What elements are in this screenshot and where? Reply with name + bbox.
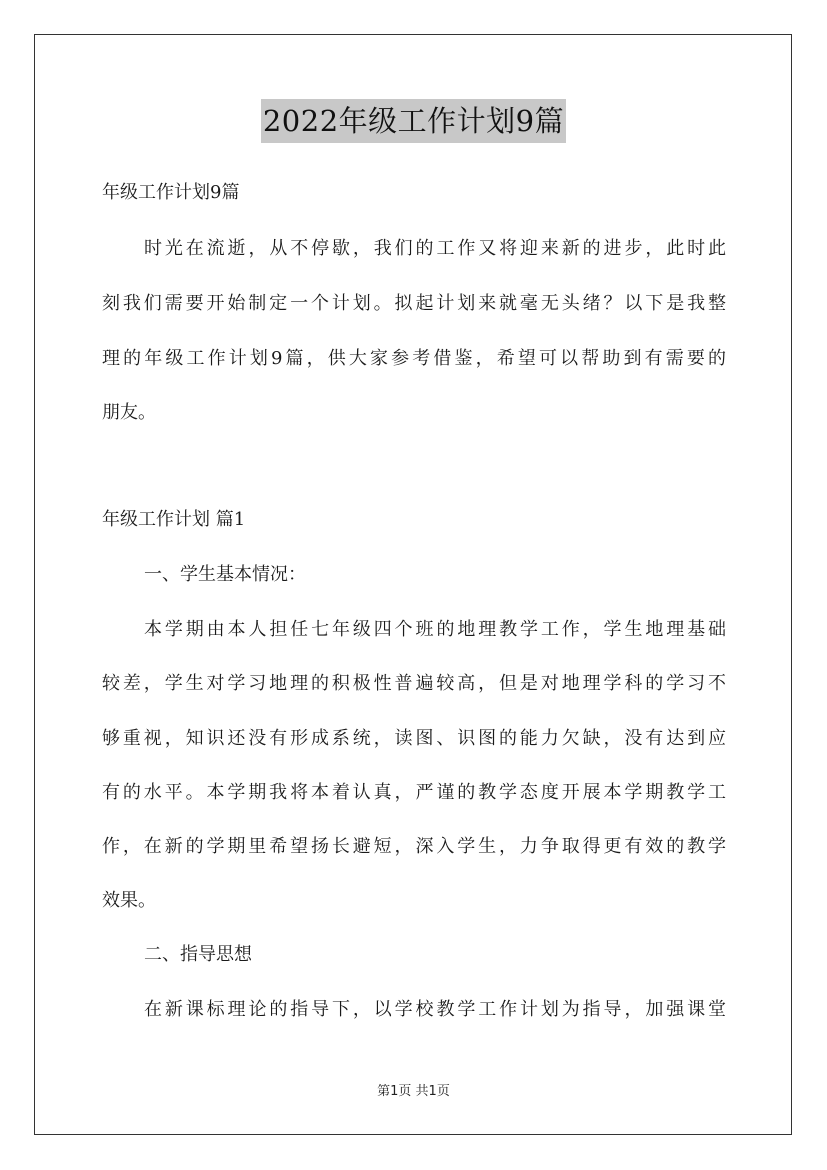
para1-line-3: 够重视，知识还没有形成系统，读图、识图的能力欠缺，没有达到应 <box>102 728 726 749</box>
page-footer: 第1页 共1页 <box>377 1084 450 1099</box>
heading-student-situation: 一、学生基本情况： <box>144 564 306 585</box>
para1-line-1: 本学期由本人担任七年级四个班的地理教学工作，学生地理基础 <box>144 619 726 640</box>
intro-line-3: 理的年级工作计划9篇，供大家参考借鉴，希望可以帮助到有需要的 <box>102 348 726 369</box>
para1-line-5: 作，在新的学期里希望扬长避短，深入学生，力争取得更有效的教学 <box>102 836 726 857</box>
para1-line-4: 有的水平。本学期我将本着认真，严谨的教学态度开展本学期教学工 <box>102 782 726 803</box>
para1-line-6: 效果。 <box>102 890 156 911</box>
document-subtitle: 年级工作计划9篇 <box>102 182 240 203</box>
heading-guiding-idea: 二、指导思想 <box>144 944 252 965</box>
intro-line-4: 朋友。 <box>102 402 156 423</box>
document-title: 2022年级工作计划9篇 <box>261 99 566 143</box>
intro-line-1: 时光在流逝，从不停歇，我们的工作又将迎来新的进步，此时此 <box>144 238 726 259</box>
para1-line-2: 较差，学生对学习地理的积极性普遍较高，但是对地理学科的学习不 <box>102 673 726 694</box>
intro-line-2: 刻我们需要开始制定一个计划。拟起计划来就毫无头绪？以下是我整 <box>102 293 726 314</box>
title-container <box>0 99 827 143</box>
section-title: 年级工作计划 篇1 <box>102 509 246 530</box>
para2-line-1: 在新课标理论的指导下，以学校教学工作计划为指导，加强课堂 <box>144 999 726 1020</box>
